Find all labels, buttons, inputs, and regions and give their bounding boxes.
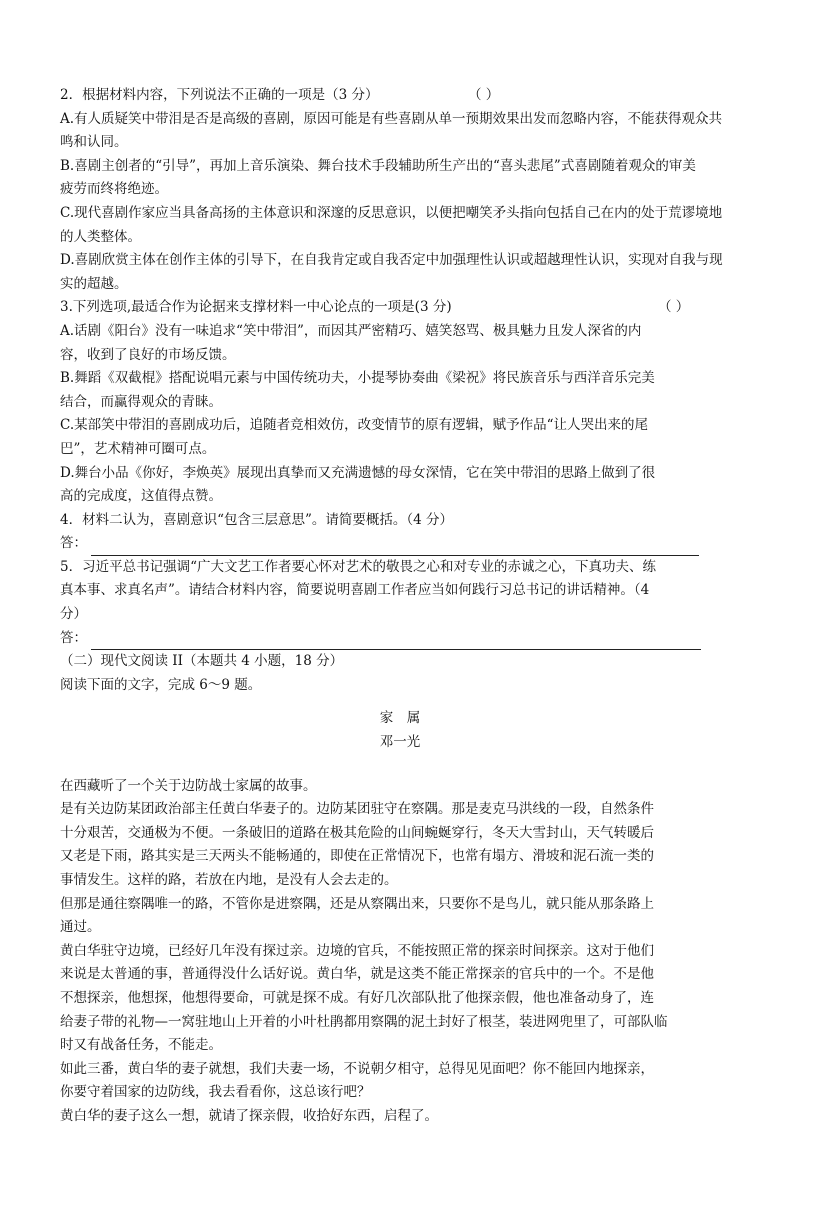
question-4-answer [60,532,772,556]
option-line: A.话剧《阳台》没有一味追求“笑中带泪”，而因其严密精巧、嬉笑怒骂、极具魅力且发人深省的内 [60,322,642,339]
question-2-stem [60,84,772,108]
story-line: 事情发生。这样的路，若放在内地，是没有人会去走的。 [60,872,398,888]
answer-label: 答： [60,535,87,552]
option-line: B.喜剧主创者的“引导”，再加上音乐演染、舞台技术手段辅助所生产出的“喜头悲尾”式喜剧随着观众的审美 [60,157,696,174]
question-4-stem: 4．材料二认为，喜剧意识“包含三层意思”。请简要概括。（4 分） [60,511,454,528]
question-4 [60,509,772,556]
option-line: 高的完成度，这值得点赞。 [60,488,222,505]
question-2-option-c [60,202,772,249]
story-line: 你要守着国家的边防线，我去看看你，这总该行吧？ [60,1084,371,1101]
story-line: 通过。 [60,919,101,936]
story-line: 黄白华的妻子这么一想，就请了探亲假，收拾好东西，启程了。 [60,1107,438,1124]
option-line: 巴”，艺术精神可圈可点。 [60,440,216,457]
question-5-line: 分） [60,606,87,623]
story-line: 是有关边防某团政治部主任黄白华妻子的。边防某团驻守在察隅。那是麦克马洪线的一段，自然条件 [60,801,654,818]
story-line: 来说是太普通的事，普通得没什么话好说。黄白华，就是这类不能正常探亲的官兵中的一个。不是他 [60,966,654,983]
option-line: 鸣和认同。 [60,134,128,151]
question-5 [60,556,772,650]
story-line: 在西藏听了一个关于边防战士家属的故事。 [60,777,317,794]
option-line: 实的超越。 [60,275,128,292]
option-line: 容，收到了良好的市场反馈。 [60,346,236,363]
question-3-option-a [60,320,772,367]
question-5-line: 真本事、求真名声”。请结合材料内容，简要说明喜剧工作者应当如何践行习总书记的讲话精神。（4 [60,582,650,599]
question-2-option-b [60,155,772,202]
story-line: 不想探亲，他想探，他想得要命，可就是探不成。有好几次部队批了他探亲假，他也准备动身了，连 [60,989,654,1006]
answer-bracket: （ ） [468,87,500,103]
question-5-answer [60,627,772,651]
option-line: B.舞蹈《双截棍》搭配说唱元素与中国传统功夫，小提琴协奏曲《梁祝》将民族音乐与西洋音乐完美 [60,370,655,387]
option-line: C.某部笑中带泪的喜剧成功后，追随者竞相效仿，改变情节的原有逻辑，赋予作品“让人哭出来的尾 [60,417,649,434]
option-line: 疲劳而终将绝迹。 [60,181,168,198]
option-line: A.有人质疑笑中带泪是否是高级的喜剧，原因可能是有些喜剧从单一预期效果出发而忽略内容，不能获得观众共 [60,110,723,127]
story-title: 家 属 [379,710,421,727]
option-line: D.舞台小品《你好，李焕英》展现出真挚而又充满遗憾的母女深情，它在笑中带泪的思路上做到了很 [60,464,656,481]
question-2-option-d [60,249,772,296]
story-line: 十分艰苦，交通极为不便。一条破旧的道路在极其危险的山间蜿蜒穿行，冬天大雪封山，天气转暖后 [60,824,654,841]
question-2-option-a [60,108,772,155]
question-3-option-c [60,414,772,461]
story-line: 黄白华驻守边境，已经好几年没有探过亲。边境的官兵，不能按照正常的探亲时间探亲。这对于他们 [60,942,654,959]
exam-page [60,84,772,1129]
question-3-stem-text: 3.下列选项,最适合作为论据来支撑材料一中心论点的一项是(3 分) [60,299,452,316]
option-line: 的人类整体。 [60,228,141,245]
answer-bracket: （ ） [658,299,690,316]
story-line: 给妻子带的礼物—一窝驻地山上开着的小叶杜鹃都用察隅的泥土封好了根茎，装进网兜里了，可部队临 [60,1013,668,1030]
question-3-option-b [60,367,772,414]
answer-line[interactable] [91,539,699,556]
option-line: 结合，而赢得观众的青睐。 [60,393,222,410]
question-3 [60,296,772,508]
story-author: 邓一光 [379,734,421,751]
answer-line[interactable] [91,633,701,650]
option-line: C.现代喜剧作家应当具备高扬的主体意识和深邃的反思意识，以便把嘲笑矛头指向包括自己在内的处于荒谬境地 [60,204,723,221]
story-body [60,775,772,1129]
question-2-stem-text: 2．根据材料内容，下列说法不正确的一项是（3 分） [60,87,379,103]
story-line: 又老是下雨，路其实是三天两头不能畅通的，即使在正常情况下，也常有塌方、滑坡和泥石流一类的 [60,848,654,865]
question-3-stem [60,296,772,320]
question-3-option-d [60,462,772,509]
answer-label: 答： [60,629,87,646]
question-2 [60,84,772,296]
question-5-line: 5．习近平总书记强调“广大文艺工作者要心怀对艺术的敬畏之心和对专业的赤诚之心，下真功夫、练 [60,558,656,575]
story-line: 如此三番，黄白华的妻子就想，我们夫妻一场，不说朝夕相守，总得见见面吧？你不能回内地探亲， [60,1060,654,1077]
section-heading: （二）现代文阅读 II（本题共 4 小题，18 分） [60,653,344,670]
story-line: 时又有战备任务，不能走。 [60,1037,222,1054]
option-line: D.喜剧欣赏主体在创作主体的引导下，在自我肯定或自我否定中加强理性认识或超越理性认识，实现对自我与现 [60,252,723,269]
section-instruction: 阅读下面的文字，完成 6～9 题。 [60,676,262,693]
story-line: 但那是通往察隅唯一的路，不管你是进察隅，还是从察隅出来，只要你不是鸟儿，就只能从那条路上 [60,895,654,912]
